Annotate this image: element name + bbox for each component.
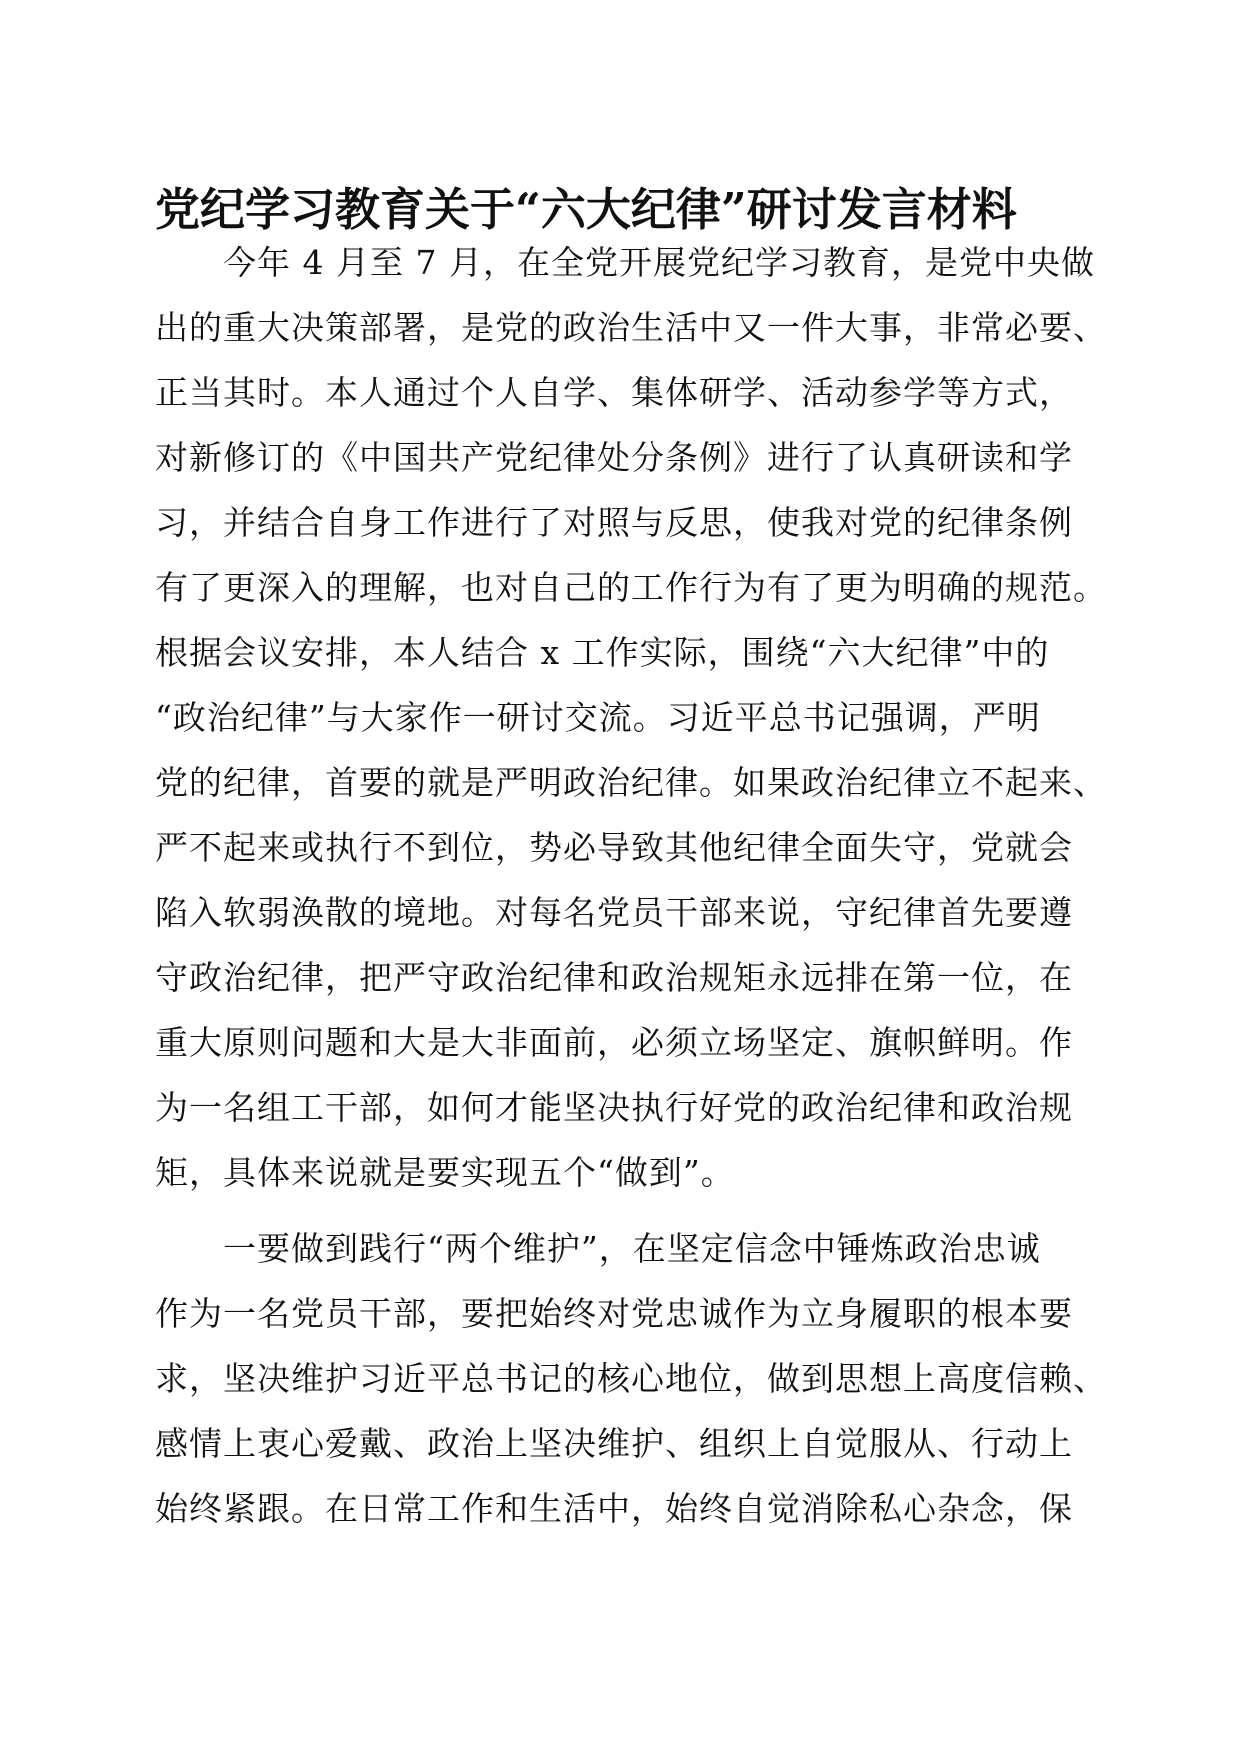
body-line: 重大原则问题和大是大非面前，必须立场坚定、旗帜鲜明。作 — [155, 1023, 1073, 1062]
body-line: 始终紧跟。在日常工作和生活中，始终自觉消除私心杂念，保 — [155, 1489, 1073, 1528]
body-line: 正当其时。本人通过个人自学、集体研学、活动参学等方式， — [155, 373, 1073, 412]
body-line: 根据会议安排，本人结合 x 工作实际，围绕“六大纪律”中的 — [155, 633, 1050, 672]
body-line: 今年 4 月至 7 月，在全党开展党纪学习教育，是党中央做 — [155, 243, 1095, 282]
body-line: 守政治纪律，把严守政治纪律和政治规矩永远排在第一位，在 — [155, 958, 1073, 997]
body-line: 出的重大决策部署，是党的政治生活中又一件大事，非常必要、 — [155, 308, 1107, 347]
body-line: 严不起来或执行不到位，势必导致其他纪律全面失守，党就会 — [155, 828, 1073, 867]
body-line: 有了更深入的理解，也对自己的工作行为有了更为明确的规范。 — [155, 568, 1107, 607]
body-line: 对新修订的《中国共产党纪律处分条例》进行了认真研读和学 — [155, 438, 1073, 477]
body-line: “政治纪律”与大家作一研讨交流。习近平总书记强调，严明 — [155, 698, 1041, 737]
body-line: 一要做到践行“两个维护”，在坚定信念中锤炼政治忠诚 — [155, 1229, 1041, 1268]
body-line: 作为一名党员干部，要把始终对党忠诚作为立身履职的根本要 — [155, 1294, 1073, 1333]
body-line: 陷入软弱涣散的境地。对每名党员干部来说，守纪律首先要遵 — [155, 893, 1073, 932]
document-title: 党纪学习教育关于“六大纪律”研讨发言材料 — [155, 183, 1017, 236]
body-line: 习，并结合自身工作进行了对照与反思，使我对党的纪律条例 — [155, 503, 1073, 542]
body-line: 矩，具体来说就是要实现五个“做到”。 — [155, 1153, 735, 1192]
body-line: 求，坚决维护习近平总书记的核心地位，做到思想上高度信赖、 — [155, 1359, 1107, 1398]
body-line: 为一名组工干部，如何才能坚决执行好党的政治纪律和政治规 — [155, 1088, 1073, 1127]
body-line: 感情上衷心爱戴、政治上坚决维护、组织上自觉服从、行动上 — [155, 1424, 1073, 1463]
body-line: 党的纪律，首要的就是严明政治纪律。如果政治纪律立不起来、 — [155, 763, 1107, 802]
